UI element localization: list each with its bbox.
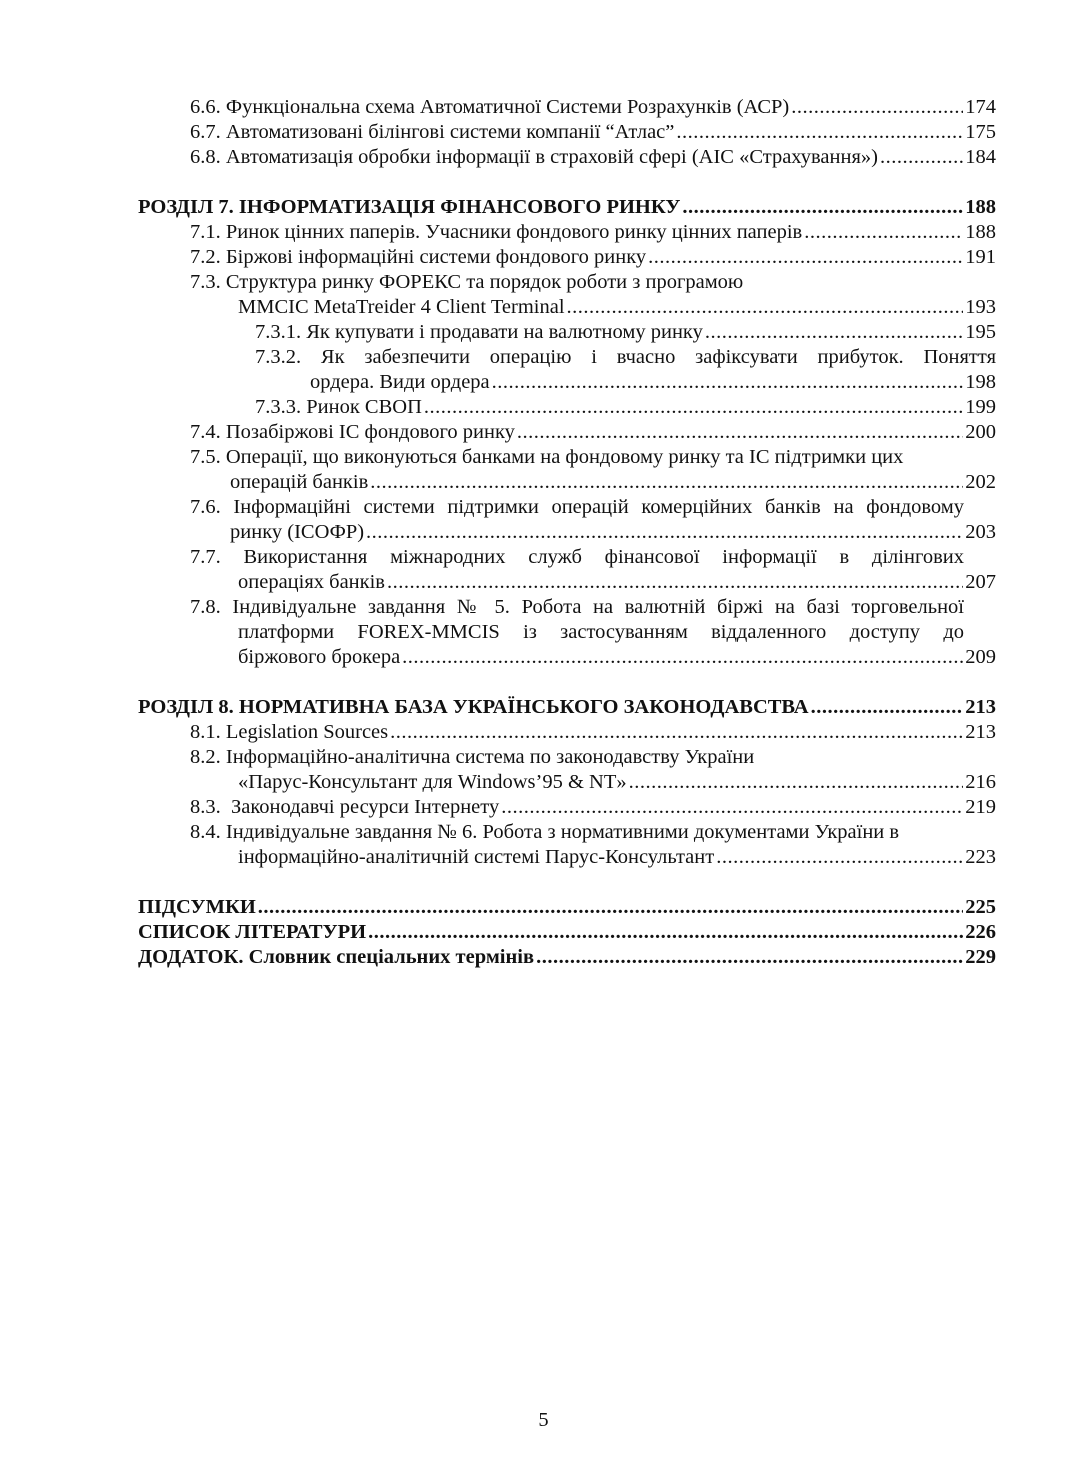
toc-entry-6-7: 6.7. Автоматизовані білінгові системи компанії “Атлас” ..... 175 [138, 120, 996, 145]
toc-entry-8-4: 8.4. Індивідуальне завдання № 6. Робота з нормативними документами України в інформаційно-аналітичній системі Парус-Консультант ..... 223 [138, 820, 996, 870]
leader-dots [368, 920, 963, 945]
toc-entry-8-2: 8.2. Інформаційно-аналітична система по законодавству України «Парус-Консультант для Windows’95 & NT» ..... 216 [138, 745, 996, 795]
toc-entry-7-6: 7.6. Інформаційні системи підтримки операцій комерційних банків на фондовому ринку (ІСОФР) ..... 203 [138, 495, 996, 545]
leader-dots [370, 470, 963, 495]
toc-appendix: ДОДАТОК. Словник спеціальних термінів ..... 229 [138, 945, 996, 970]
leader-dots [791, 95, 963, 120]
leader-dots [682, 195, 963, 220]
toc-entry-7-8: 7.8. Індивідуальне завдання № 5. Робота на валютній біржі на базі торговельної платформи FOREX-MMCIS із застосуванням віддаленного доступу до біржового брокера ..... 209 [138, 595, 996, 670]
toc-entry-7-5: 7.5. Операції, що виконуються банками на фондовому ринку та ІС підтримки цих операцій банків ..... 202 [138, 445, 996, 495]
toc-entry-7-3-2: 7.3.2. Як забезпечити операцію і вчасно зафіксувати прибуток. Поняття ордера. Види ордера ..... 198 [138, 345, 996, 395]
leader-dots [567, 295, 964, 320]
toc-chapter-7: РОЗДІЛ 7. ІНФОРМАТИЗАЦІЯ ФІНАНСОВОГО РИНКУ ..... 188 [138, 195, 996, 220]
leader-dots [804, 220, 963, 245]
toc-entry-8-1: 8.1. Legislation Sources ..... 213 [138, 720, 996, 745]
toc-entry-7-2: 7.2. Біржові інформаційні системи фондового ринку ..... 191 [138, 245, 996, 270]
leader-dots [390, 720, 963, 745]
toc-entry-7-3-3: 7.3.3. Ринок СВОП ..... 199 [138, 395, 996, 420]
toc-entry-6-6: 6.6. Функціональна схема Автоматичної Системи Розрахунків (АСР) ..... 174 [138, 95, 996, 120]
leader-dots [387, 570, 963, 595]
toc-entry-6-8: 6.8. Автоматизація обробки інформації в страховій сфері (АІС «Страхування») ..... 184 [138, 145, 996, 170]
toc-entry-7-7: 7.7. Використання міжнародних служб фінансової інформації в ділінгових операціях банків ..... 207 [138, 545, 996, 595]
leader-dots [705, 320, 963, 345]
leader-dots [811, 695, 964, 720]
toc-summary: ПІДСУМКИ ..... 225 [138, 895, 996, 920]
leader-dots [517, 420, 963, 445]
toc-entry-7-1: 7.1. Ринок цінних паперів. Учасники фондового ринку цінних паперів ..... 188 [138, 220, 996, 245]
table-of-contents [138, 95, 996, 970]
leader-dots [536, 945, 963, 970]
leader-dots [880, 145, 963, 170]
leader-dots [258, 895, 963, 920]
toc-entry-7-3: 7.3. Структура ринку ФОРЕКС та порядок роботи з програмою MMCIC MetaTreider 4 Client Terminal ..... 193 [138, 270, 996, 320]
toc-entry-7-3-1: 7.3.1. Як купувати і продавати на валютному ринку ..... 195 [138, 320, 996, 345]
toc-entry-7-4: 7.4. Позабіржові ІС фондового ринку ..... 200 [138, 420, 996, 445]
page-number: 5 [538, 1409, 549, 1431]
leader-dots [629, 770, 964, 795]
leader-dots [716, 845, 963, 870]
toc-entry-8-3: 8.3. Законодавчі ресурси Інтернету ..... 219 [138, 795, 996, 820]
toc-chapter-8: РОЗДІЛ 8. НОРМАТИВНА БАЗА УКРАЇНСЬКОГО ЗАКОНОДАВСТВА ..... 213 [138, 695, 996, 720]
leader-dots [402, 645, 963, 670]
leader-dots [424, 395, 963, 420]
leader-dots [366, 520, 963, 545]
leader-dots [492, 370, 964, 395]
leader-dots [648, 245, 963, 270]
toc-literature: СПИСОК ЛІТЕРАТУРИ ..... 226 [138, 920, 996, 945]
leader-dots [501, 795, 963, 820]
leader-dots [676, 120, 963, 145]
